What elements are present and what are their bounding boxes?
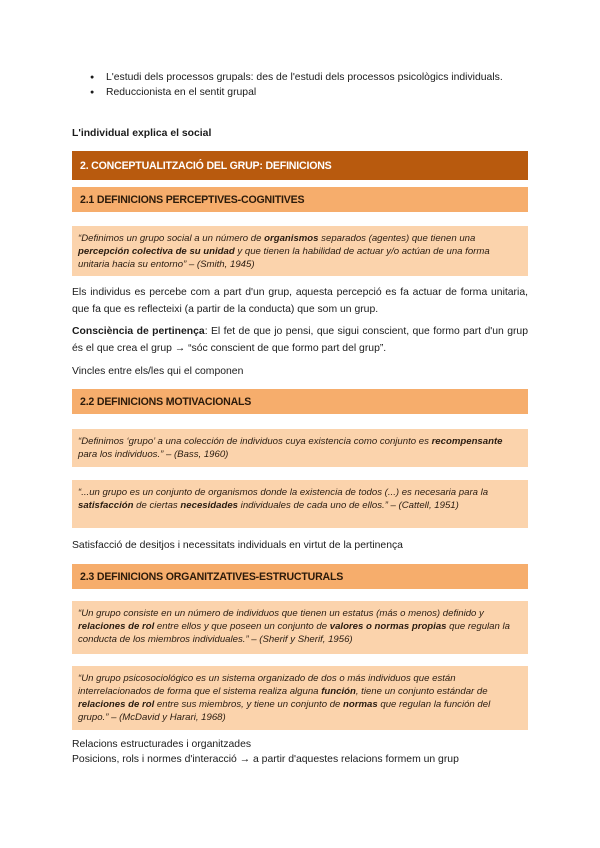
quote-text: “Un grupo consiste en un número de individuos que tienen un estatus (más o menos) definido y: [78, 608, 484, 619]
quote-emphasis: organismos: [264, 233, 319, 244]
section-heading-2-1-label: 2.1 DEFINICIONS PERCEPTIVES-COGNITIVES: [80, 193, 305, 206]
quote-sherif: [72, 601, 528, 654]
quote-text: “Definimos ‘grupo’ a una colección de individuos cuya existencia como conjunto es: [78, 436, 432, 447]
quote-text: individuales de cada uno de ellos.” – (Cattell, 1951): [238, 500, 459, 511]
section-heading-2-1: [72, 187, 528, 212]
quote-text: y que tienen la habilidad de actuar y/o actúan de una forma unitaria hacia su entorno” – (Smith, 1945): [78, 246, 490, 270]
section-heading-main: [72, 151, 528, 180]
quote-text: entre sus miembros, y tiene un conjunto de: [154, 699, 344, 710]
quote-emphasis: valores o normas propias: [329, 621, 447, 632]
paragraph-relacions: [72, 737, 528, 767]
relacions-line-2: Posicions, rols i normes d'interacció → a partir d'aquestes relacions formem un grup: [72, 754, 459, 765]
section-heading-main-label: 2. CONCEPTUALITZACIÓ DEL GRUP: DEFINICIONS: [80, 159, 332, 172]
list-item: ● Reduccionista en el sentit grupal: [90, 85, 528, 100]
quote-text: entre ellos y que poseen un conjunto de: [154, 621, 330, 632]
paragraph-satisfaccio: Satisfacció de desitjos i necessitats individuals en virtut de la pertinença: [72, 540, 403, 551]
quote-emphasis: necesidades: [180, 500, 239, 511]
section-heading-2-2-label: 2.2 DEFINICIONS MOTIVACIONALS: [80, 395, 252, 408]
paragraph-consciencia: [72, 323, 528, 357]
bullet-list: [90, 70, 528, 100]
paragraph-perception: Els individus es percebe com a part d'un grup, aquesta percepció es fa actuar de forma unitaria, que fa que es reflecteixi (a partir de la conducta) que som un grup.: [72, 287, 528, 315]
quote-emphasis: recompensante: [431, 436, 503, 447]
consciencia-label: Consciència de pertinença: [72, 326, 205, 337]
quote-emphasis: relaciones de rol: [78, 621, 155, 632]
quote-text: “Definimos un grupo social a un número de: [78, 233, 265, 244]
heading-individual-social: L'individual explica el social: [72, 128, 212, 139]
quote-emphasis: relaciones de rol: [78, 699, 155, 710]
quote-mcdavid: [72, 666, 528, 730]
quote-text: que regulan la función del grupo.” – (McDavid y Harari, 1968): [78, 699, 491, 723]
quote-emphasis: satisfacción: [78, 500, 134, 511]
quote-text: “Un grupo psicosociológico es un sistema organizado de dos o más individuos que están interrelacionados de forma que el sistema realiza alguna: [78, 673, 456, 697]
relacions-line-1: Relacions estructurades i organitzades: [72, 739, 252, 750]
quote-text: para los individuos.” – (Bass, 1960): [78, 449, 229, 460]
quote-text: de ciertas: [133, 500, 181, 511]
quote-bass: [72, 429, 528, 467]
quote-text: “...un grupo es un conjunto de organismos donde la existencia de todos (...) es necesaria para la: [78, 487, 489, 498]
list-item: ● L'estudi dels processos grupals: des de l'estudi dels processos psicològics individuals.: [90, 70, 528, 85]
section-heading-2-3: [72, 564, 528, 589]
quote-text: que regulan la conducta de los miembros individuales.” – (Sherif y Sherif, 1956): [78, 621, 510, 645]
quote-smith: [72, 226, 528, 276]
paragraph-vincles: Vincles entre els/les qui el componen: [72, 366, 244, 377]
quote-emphasis: percepción colectiva de su unidad: [78, 246, 235, 257]
consciencia-text: : El fet de que jo pensi, que sigui conscient, que formo part d'un grup és el que crea el grup → “sóc conscient de que formo part del grup”.: [72, 326, 528, 354]
section-heading-2-3-label: 2.3 DEFINICIONS ORGANITZATIVES-ESTRUCTURALS: [80, 570, 344, 583]
quote-text: , tiene un conjunto estándar de: [355, 686, 488, 697]
quote-emphasis: función: [321, 686, 356, 697]
quote-cattell: [72, 480, 528, 528]
quote-emphasis: normas: [343, 699, 378, 710]
quote-text: separados (agentes) que tienen una: [318, 233, 476, 244]
section-heading-2-2: [72, 389, 528, 414]
